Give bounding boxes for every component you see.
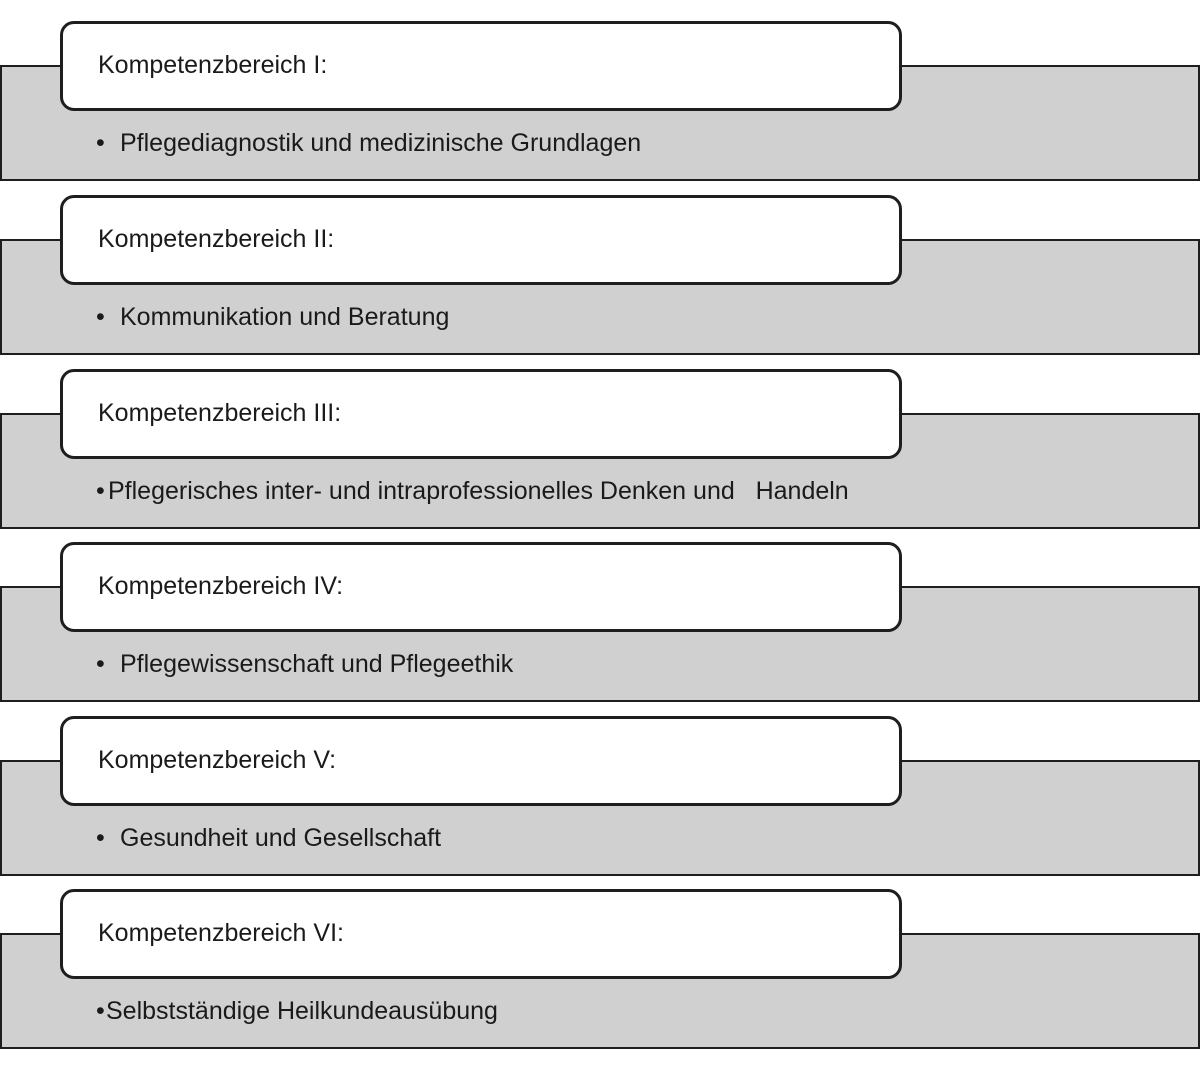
competence-item-text-4: Pflegewissenschaft und Pflegeethik bbox=[120, 650, 514, 678]
bullet-icon: • bbox=[96, 129, 105, 157]
competence-item-text-6: Selbstständige Heilkundeausübung bbox=[106, 997, 498, 1025]
competence-block-6 bbox=[0, 889, 1200, 1049]
competence-heading-6: Kompetenzbereich VI: bbox=[98, 919, 344, 947]
competence-heading-box-1 bbox=[60, 21, 902, 111]
competence-heading-box-3 bbox=[60, 369, 902, 459]
competence-item-text-2: Kommunikation und Beratung bbox=[120, 303, 450, 331]
bullet-icon: • bbox=[96, 650, 105, 678]
bullet-icon: • bbox=[96, 477, 105, 505]
bullet-icon: • bbox=[96, 997, 105, 1025]
competence-heading-4: Kompetenzbereich IV: bbox=[98, 572, 344, 600]
competence-item-6 bbox=[96, 995, 498, 1027]
competence-heading-1: Kompetenzbereich I: bbox=[98, 51, 328, 79]
competence-item-4 bbox=[96, 648, 513, 680]
competence-block-5 bbox=[0, 716, 1200, 876]
competence-item-2 bbox=[96, 301, 449, 333]
competence-item-text-1: Pflegediagnostik und medizinische Grundlagen bbox=[120, 129, 642, 157]
competence-item-text-5: Gesundheit und Gesellschaft bbox=[120, 824, 442, 852]
competence-block-3 bbox=[0, 369, 1200, 529]
competence-heading-box-5 bbox=[60, 716, 902, 806]
competence-item-3 bbox=[96, 475, 849, 507]
competence-block-2 bbox=[0, 195, 1200, 355]
competence-item-5 bbox=[96, 822, 441, 854]
competence-heading-5: Kompetenzbereich V: bbox=[98, 746, 337, 774]
competence-block-4 bbox=[0, 542, 1200, 702]
competence-heading-box-6 bbox=[60, 889, 902, 979]
competence-heading-2: Kompetenzbereich II: bbox=[98, 225, 335, 253]
competence-block-1 bbox=[0, 21, 1200, 181]
bullet-icon: • bbox=[96, 824, 105, 852]
competence-item-text-3: Pflegerisches inter- und intraprofessionelles Denken und Handeln bbox=[108, 477, 849, 505]
competence-heading-box-2 bbox=[60, 195, 902, 285]
competence-heading-box-4 bbox=[60, 542, 902, 632]
competence-heading-3: Kompetenzbereich III: bbox=[98, 399, 342, 427]
bullet-icon: • bbox=[96, 303, 105, 331]
competence-item-1 bbox=[96, 127, 641, 159]
